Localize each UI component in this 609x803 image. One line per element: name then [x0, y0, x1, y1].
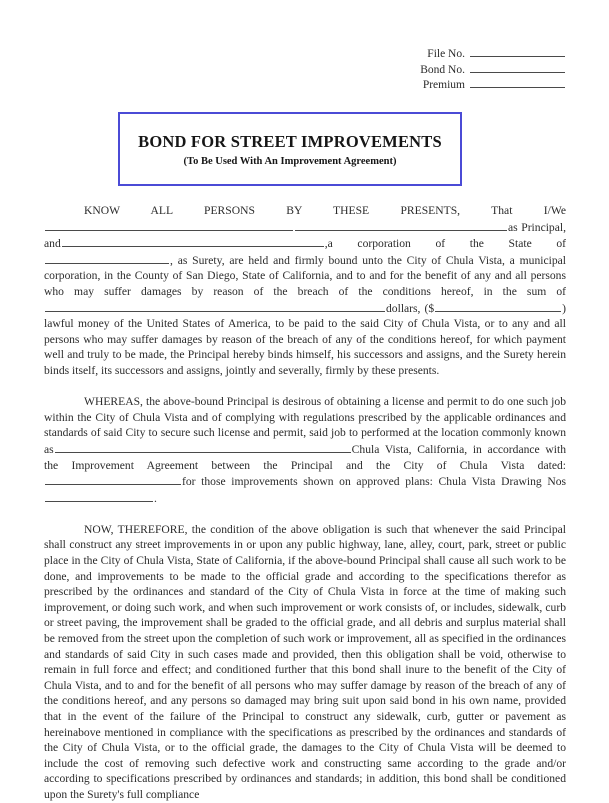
p2-chula-text: Chula Vista, California, in accordance with the Improvement Agreement between the Principal and the City of Chula Vista dated: [44, 442, 566, 472]
p1-dollars-label: dollars, [386, 301, 421, 315]
blank-principal-name[interactable] [45, 219, 293, 231]
p1-comma: , [324, 237, 328, 251]
field-row-premium [385, 75, 565, 91]
field-label-bond-no: Bond No. [420, 63, 465, 76]
p2-period: . [154, 491, 157, 505]
p1-surety-text: , as Surety, are held and firmly bound unto the City of Chula Vista, a municipal corporation, in the County of San Diego, State of California, and to and for the benefit of any and all persons who may suffer damages by reason of the breach of the conditions hereof, in the sum of [44, 253, 566, 298]
header-fields [385, 44, 565, 91]
document-title: BOND FOR STREET IMPROVEMENTS [138, 131, 442, 151]
paragraph-know-all-persons [44, 203, 566, 379]
field-label-file-no: File No. [427, 48, 465, 60]
field-label-premium: Premium [422, 79, 465, 91]
blank-sum-words[interactable] [45, 300, 385, 312]
p1-lead-text: KNOW ALL PERSONS BY THESE PRESENTS, That I/We [84, 204, 566, 217]
blank-sum-figures[interactable] [435, 300, 561, 312]
blank-state-of[interactable] [45, 252, 169, 264]
document-body [44, 203, 566, 803]
p1-dollar-amount-group [424, 302, 562, 315]
blank-location[interactable] [55, 441, 351, 453]
p3-text: NOW, THEREFORE, the condition of the above obligation is such that whenever the said Principal shall construct any street improvements in or upon any public highway, lane, alley, court, park, street or public place in the City of Chula Vista, State of California, if the above-bound Principal shall cause all such work to be done, and improvements to be made to the official grade and according to the specifications therefor as prescribed by the ordinances and standard of the City of Chula Vista in force at the time of making such improvement, or doing such work, and when such improvement or work consists of, or includes, sidewalk, curb or street paving, the improvement shall be graded to the official grade, and all debris and surplus material shall be removed from the street upon the completion of such work or improvement, all as specified in the ordinances and standards of said City in such cases made and provided, then this obligation shall be void, otherwise to remain in full force and effect; and conditioned further that this bond shall inure to the benefit of the City of Chula Vista, and to and for the benefit of all persons who may suffer damage by reason of the breach of any of the conditions hereof, and any persons so damaged may bring suit upon said bond in his own name, provided that in the event of the failure of the Principal to construct any sidewalk, curb, gutter or pavement as hereinabove mentioned in compliance with the specifications as prescribed by the ordinances and standards of the City of Chula Vista, or to the official grade, the damages to the City of Chula Vista will be deemed to include the cost of removing such defective work and constructing same according to the grade and/or according to specifications prescribed by ordinances and standards; in addition, this bond shall be conditioned upon the Surety's full compliance [44, 522, 566, 801]
p1-principal-label: as Principal, and [44, 220, 566, 251]
paragraph-now-therefore [44, 522, 566, 803]
field-row-file-no [385, 44, 565, 60]
blank-drawing-nos[interactable] [45, 490, 153, 502]
blank-principal-name-2[interactable] [295, 219, 507, 231]
title-box [118, 112, 462, 186]
paragraph-whereas [44, 394, 566, 506]
p1-dollar-open: ($ [424, 301, 435, 315]
p1-corp-text: a corporation of the State of [327, 237, 566, 251]
field-blank-bond-no[interactable] [470, 60, 565, 73]
blank-agreement-date[interactable] [45, 473, 181, 485]
field-row-bond-no [385, 60, 565, 76]
blank-surety-name[interactable] [62, 235, 324, 247]
p1-money-text: ) lawful money of the United States of America, to be paid to the said City of Chula Vista, or to any and all persons who may suffer damages by reason of the breach of any of the conditions hereof, for which payment well and truly to be made, the Principal hereby binds himself, his successors and assigns, and the Surety herein binds itself, its successors and assigns, jointly and severally, firmly by these presents. [44, 301, 566, 377]
field-blank-file-no[interactable] [470, 44, 565, 57]
document-subtitle: (To Be Used With An Improvement Agreement) [183, 155, 397, 167]
field-blank-premium[interactable] [470, 75, 565, 88]
p2-lead-text: WHEREAS, the above-bound Principal is desirous of obtaining a license and permit to do one such job within the City of Chula Vista and of complying with regulations prescribed by the applicable ordinances and standards of said City to secure such license and permit, said job to performed at the location commonly known as [44, 395, 566, 456]
p2-plans-text: for those improvements shown on approved plans: Chula Vista Drawing Nos [182, 475, 566, 489]
